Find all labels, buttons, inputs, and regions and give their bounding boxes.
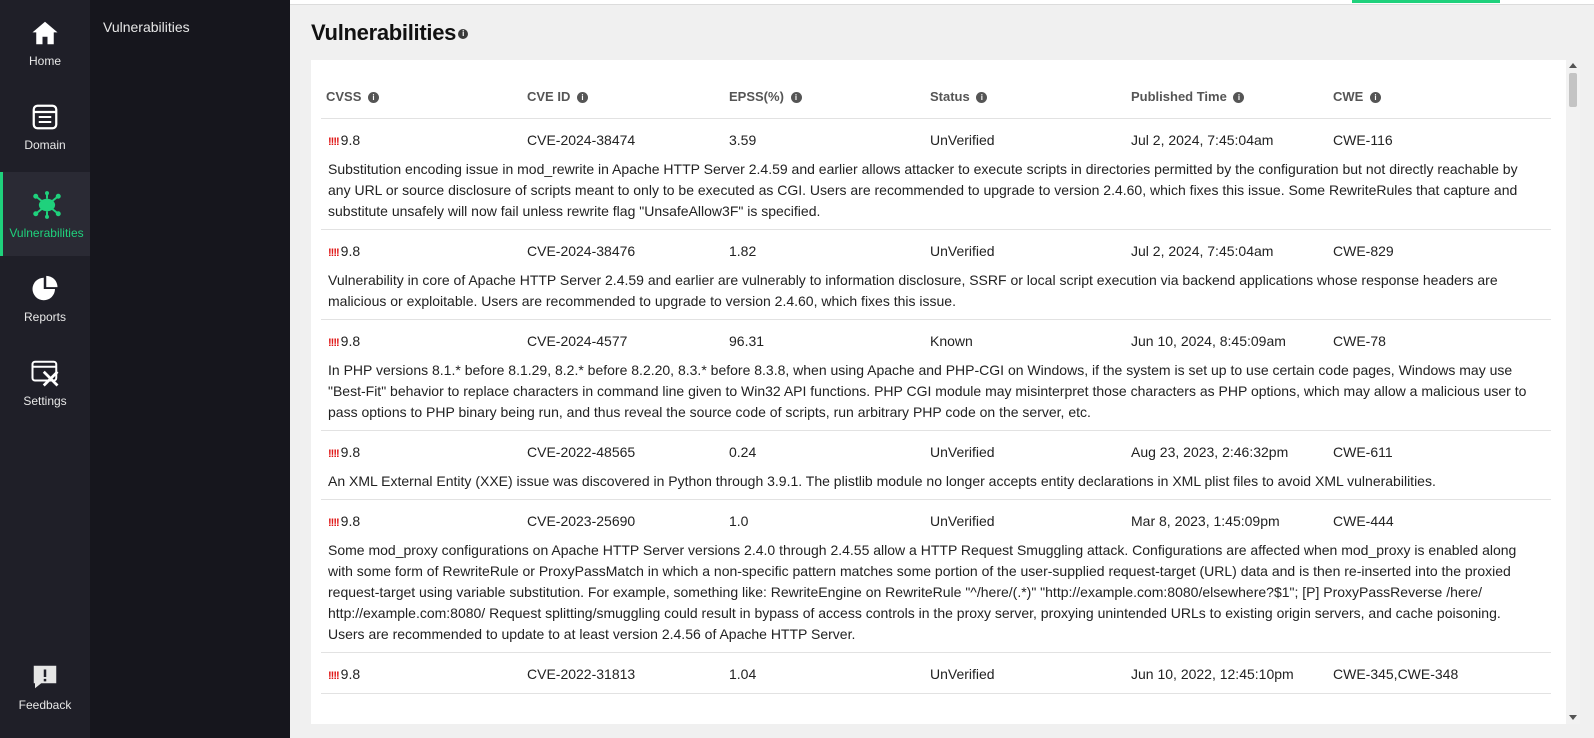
cvss-score: 9.8 xyxy=(340,243,361,259)
column-header-label: EPSS(%) xyxy=(729,89,784,104)
cvss-cell xyxy=(328,333,360,349)
severity-marker: !!!! xyxy=(328,670,339,682)
column-header-label: Status xyxy=(930,89,970,104)
info-icon[interactable]: i xyxy=(1370,92,1381,103)
status-cell: UnVerified xyxy=(930,132,995,148)
subnav-item-vulnerabilities[interactable]: Vulnerabilities xyxy=(103,19,190,35)
rail-item-label: Reports xyxy=(23,310,67,324)
status-cell: UnVerified xyxy=(930,513,995,529)
column-header-label: Published Time xyxy=(1131,89,1227,104)
cwe-cell[interactable]: CWE-78 xyxy=(1333,333,1386,349)
info-icon[interactable]: i xyxy=(791,92,802,103)
published-time-cell: Mar 8, 2023, 1:45:09pm xyxy=(1131,513,1280,529)
status-cell: Known xyxy=(930,333,973,349)
epss-cell: 1.82 xyxy=(729,243,757,259)
cvss-cell xyxy=(328,444,360,460)
published-time-cell: Jun 10, 2024, 8:45:09am xyxy=(1131,333,1286,349)
severity-marker: !!!! xyxy=(328,247,339,259)
cve-id-cell[interactable]: CVE-2022-31813 xyxy=(527,666,636,682)
cve-id-cell[interactable]: CVE-2022-48565 xyxy=(527,444,636,460)
feedback-label: Feedback xyxy=(18,698,72,712)
severity-marker: !!!! xyxy=(328,517,339,529)
rail-item-home[interactable] xyxy=(0,0,90,84)
epss-cell: 1.04 xyxy=(729,666,757,682)
column-header-cve-id[interactable] xyxy=(527,89,588,104)
scrollbar-thumb[interactable] xyxy=(1569,73,1577,107)
severity-marker: !!!! xyxy=(328,136,339,148)
rail-item-label: Domain xyxy=(24,138,66,152)
cwe-cell[interactable]: CWE-345,CWE-348 xyxy=(1333,666,1459,682)
severity-marker: !!!! xyxy=(328,337,339,349)
column-header-cwe[interactable] xyxy=(1333,89,1381,104)
cvss-score: 9.8 xyxy=(340,132,361,148)
column-header-label: CVE ID xyxy=(527,89,571,104)
info-icon[interactable]: i xyxy=(368,92,379,103)
scroll-down-arrow-icon[interactable] xyxy=(1569,715,1577,720)
secondary-sidebar xyxy=(90,0,290,738)
table-header xyxy=(321,60,1551,119)
page-title xyxy=(311,20,468,46)
column-header-status[interactable] xyxy=(930,89,987,104)
severity-marker: !!!! xyxy=(328,448,339,460)
page-title-text: Vulnerabilities xyxy=(311,20,457,45)
vulnerability-description: In PHP versions 8.1.* before 8.1.29, 8.2.* before 8.2.20, 8.3.* before 8.3.8, when using Apache and PHP-CGI on Windows, if the system is set up to use certain code pages, Windows may use "Best-Fit" behavior to replace characters in command line given to Win32 API functions. PHP CGI module may misinterpret those characters as PHP options, which may allow a malicious user to pass options to PHP binary being run, and thus reveal the source code of scripts, run arbitrary PHP code on the server, etc. xyxy=(328,362,1527,420)
info-icon[interactable]: i xyxy=(458,29,468,39)
top-bar-accent xyxy=(1352,0,1500,3)
icon-rail xyxy=(0,0,90,738)
info-icon[interactable]: i xyxy=(577,92,588,103)
rail-item-settings[interactable] xyxy=(0,340,90,424)
cve-id-cell[interactable]: CVE-2023-25690 xyxy=(527,513,636,529)
published-time-cell: Aug 23, 2023, 2:46:32pm xyxy=(1131,444,1289,460)
cwe-cell[interactable]: CWE-611 xyxy=(1333,444,1393,460)
cvss-cell xyxy=(328,513,360,529)
table-row[interactable] xyxy=(321,119,1551,230)
table-row[interactable] xyxy=(321,653,1551,694)
rail-item-label: Home xyxy=(28,54,61,68)
epss-cell: 1.0 xyxy=(729,513,749,529)
virus-icon xyxy=(32,190,62,220)
published-time-cell: Jul 2, 2024, 7:45:04am xyxy=(1131,132,1274,148)
top-bar xyxy=(290,0,1594,5)
cvss-score: 9.8 xyxy=(340,444,361,460)
rail-item-label: Settings xyxy=(23,394,67,408)
rail-item-domain[interactable] xyxy=(0,84,90,168)
cvss-score: 9.8 xyxy=(340,333,361,349)
settings-icon xyxy=(30,358,60,388)
feedback-icon xyxy=(30,662,60,692)
cvss-score: 9.8 xyxy=(340,666,361,682)
status-cell: UnVerified xyxy=(930,444,995,460)
cve-id-cell[interactable]: CVE-2024-38476 xyxy=(527,243,636,259)
vertical-scrollbar[interactable] xyxy=(1566,60,1580,724)
column-header-cvss[interactable] xyxy=(326,89,379,104)
table-row[interactable] xyxy=(321,431,1551,500)
pie-chart-icon xyxy=(30,274,60,304)
published-time-cell: Jun 10, 2022, 12:45:10pm xyxy=(1131,666,1294,682)
column-header-label: CWE xyxy=(1333,89,1364,104)
vulnerability-description: Vulnerability in core of Apache HTTP Server 2.4.59 and earlier are vulnerably to information disclosure, SSRF or local script execution via backend applications whose response headers are malicious or exploitable. Users are recommended to upgrade to version 2.4.60, which fixes this issue. xyxy=(328,272,1498,309)
scroll-up-arrow-icon[interactable] xyxy=(1569,63,1577,68)
cvss-cell xyxy=(328,132,360,148)
cvss-cell xyxy=(328,243,360,259)
rail-item-vulnerabilities[interactable] xyxy=(0,172,90,256)
published-time-cell: Jul 2, 2024, 7:45:04am xyxy=(1131,243,1274,259)
epss-cell: 96.31 xyxy=(729,333,765,349)
vulnerability-description: Some mod_proxy configurations on Apache HTTP Server versions 2.4.0 through 2.4.55 allow a HTTP Request Smuggling attack. Configurations are affected when mod_proxy is enabled along with some form of RewriteRule or ProxyPassMatch in which a non-specific pattern matches some portion of the user-supplied request-target (URL) data and is then re-inserted into the proxied request-target using variable substitution. For example, something like: RewriteEngine on RewriteRule "^/here/(.*)" "http://example.com:8080/elsewhere?$1"; [P] ProxyPassReverse /here/ http://example.com:8080/ Request splitting/smuggling could result in bypass of access controls in the proxy server, proxying unintended URLs to existing origin servers, and cache poisoning. Users are recommended to update to at least version 2.4.56 of Apache HTTP Server. xyxy=(328,542,1517,642)
cwe-cell[interactable]: CWE-829 xyxy=(1333,243,1394,259)
cve-id-cell[interactable]: CVE-2024-4577 xyxy=(527,333,628,349)
cve-id-cell[interactable]: CVE-2024-38474 xyxy=(527,132,636,148)
cwe-cell[interactable]: CWE-444 xyxy=(1333,513,1394,529)
feedback-button[interactable] xyxy=(0,650,90,738)
column-header-label: CVSS xyxy=(326,89,362,104)
column-header-published-time[interactable] xyxy=(1131,89,1244,104)
table-row[interactable] xyxy=(321,320,1551,431)
info-icon[interactable]: i xyxy=(976,92,987,103)
table-row[interactable] xyxy=(321,230,1551,320)
table-row[interactable] xyxy=(321,500,1551,653)
vulnerability-description: An XML External Entity (XXE) issue was discovered in Python through 3.9.1. The plistlib module no longer accepts entity declarations in XML plist files to avoid XML vulnerabilities. xyxy=(328,473,1436,489)
vulnerabilities-table xyxy=(321,60,1551,694)
vulnerability-description: Substitution encoding issue in mod_rewrite in Apache HTTP Server 2.4.59 and earlier allows attacker to execute scripts in directories permitted by the configuration but not directly reachable by any URL or source disclosure of scripts meant to only to be executed as CGI. Users are recommended to upgrade to version 2.4.60, which fixes this issue. Some RewriteRules that capture and substitute unsafely will now fail unless rewrite flag "UnsafeAllow3F" is specified. xyxy=(328,161,1518,219)
domain-icon xyxy=(30,102,60,132)
cvss-cell xyxy=(328,666,360,682)
vulnerabilities-panel xyxy=(311,60,1580,724)
rail-item-label: Vulnerabilities xyxy=(9,226,84,240)
home-icon xyxy=(30,18,60,48)
rail-item-reports[interactable] xyxy=(0,256,90,340)
epss-cell: 3.59 xyxy=(729,132,757,148)
status-cell: UnVerified xyxy=(930,666,995,682)
info-icon[interactable]: i xyxy=(1233,92,1244,103)
cvss-score: 9.8 xyxy=(340,513,361,529)
column-header-epss[interactable] xyxy=(729,89,802,104)
status-cell: UnVerified xyxy=(930,243,995,259)
epss-cell: 0.24 xyxy=(729,444,757,460)
cwe-cell[interactable]: CWE-116 xyxy=(1333,132,1393,148)
